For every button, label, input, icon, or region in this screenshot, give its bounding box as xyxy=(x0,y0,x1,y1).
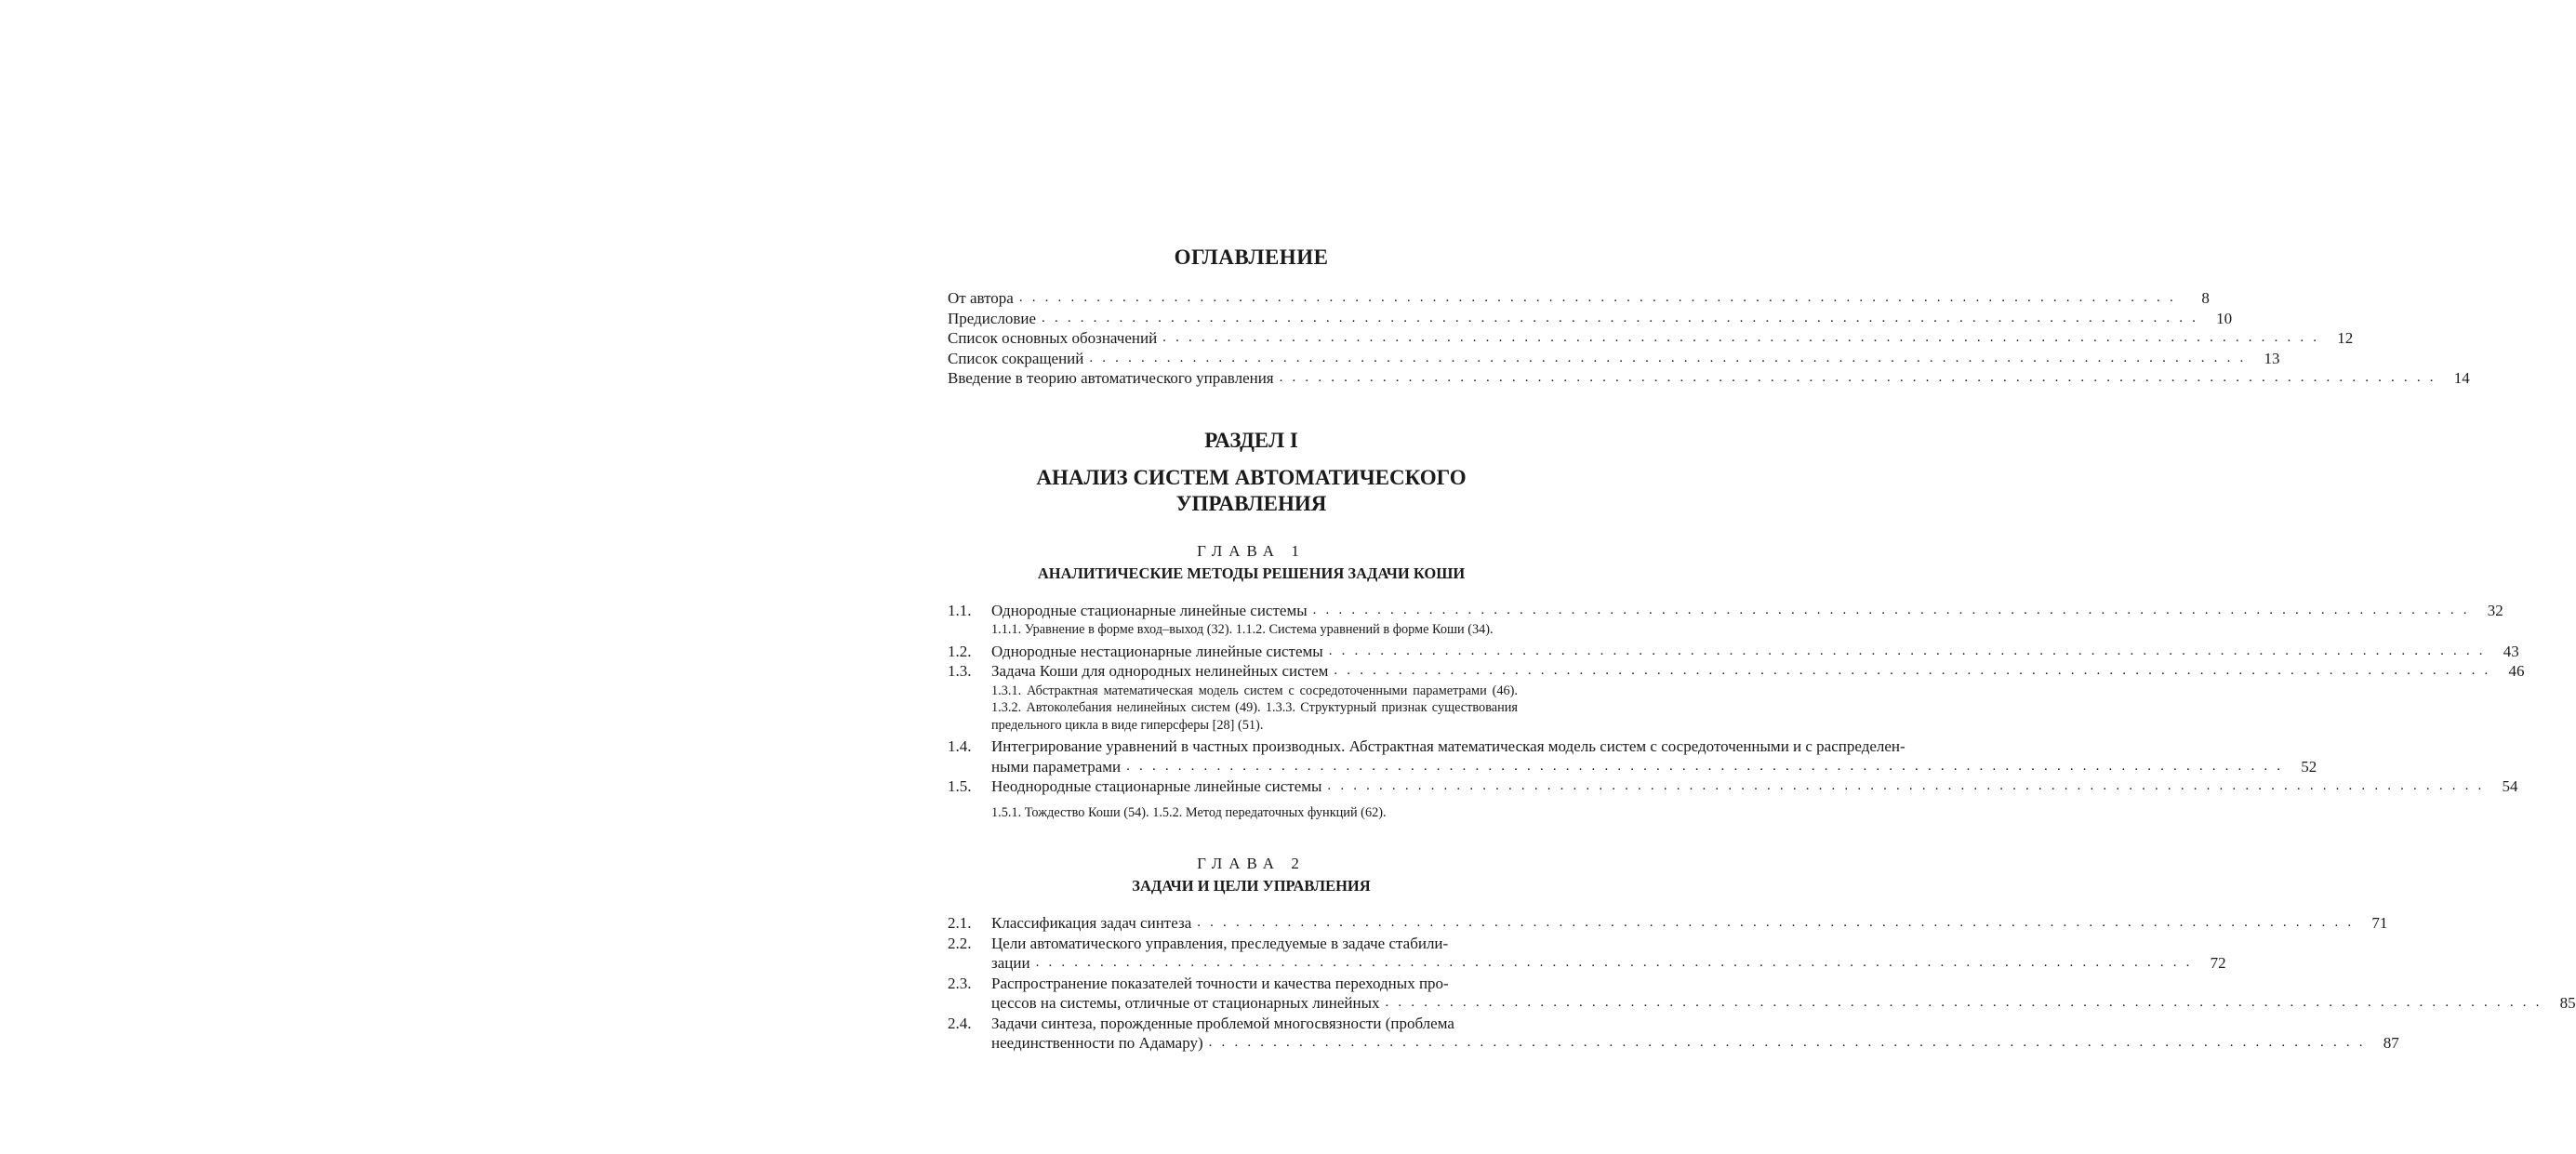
toc-entry[interactable] xyxy=(948,1014,2399,1054)
entry-text: Классификация задач синтеза xyxy=(991,914,1192,932)
section-label: РАЗДЕЛ I xyxy=(1204,428,1298,452)
entry-text-continued: зации xyxy=(991,954,1030,972)
toc-entry[interactable] xyxy=(948,288,2210,309)
toc-title: ОГЛАВЛЕНИЕ xyxy=(1174,245,1329,269)
toc-entry[interactable] xyxy=(948,736,2317,776)
dot-leader xyxy=(1042,309,2198,329)
entry-number: 1.4. xyxy=(948,737,972,755)
dot-leader xyxy=(1334,661,2490,682)
dot-leader xyxy=(1036,953,2193,974)
entry-page: 43 xyxy=(2503,642,2519,660)
dot-leader xyxy=(1327,776,2484,797)
entry-text: Предисловие xyxy=(948,309,1037,327)
chapter-title: АНАЛИТИЧЕСКИЕ МЕТОДЫ РЕШЕНИЯ ЗАДАЧИ КОШИ xyxy=(1037,564,1466,582)
dot-leader xyxy=(1386,993,2543,1014)
entry-text: Список сокращений xyxy=(948,349,1084,367)
subsection-list: 1.3.1. Абстрактная математическая модель систем с сосредоточенными параметрами (46). 1.3.2. Автоколебания нелинейных систем (49). 1.3.3. Структурный признак существования предельного цикла в виде гиперсферы [28] (51). xyxy=(991,683,1518,733)
section-title: АНАЛИЗ СИСТЕМ АВТОМАТИЧЕСКОГО УПРАВЛЕНИЯ xyxy=(1036,465,1467,515)
left-blank-page xyxy=(0,0,816,1154)
entry-number: 2.1. xyxy=(948,914,972,932)
toc-entry[interactable] xyxy=(948,776,2518,797)
entry-text: Задача Коши для однородных нелинейных систем xyxy=(991,662,1329,680)
table-of-contents xyxy=(948,244,2576,1054)
entry-number: 1.3. xyxy=(948,662,972,680)
entry-page: 71 xyxy=(2371,914,2388,932)
entry-number: 1.1. xyxy=(948,601,972,619)
entry-text: Введение в теорию автоматического управления xyxy=(948,369,1274,387)
entry-text: Распространение показателей точности и качества переходных про- xyxy=(991,974,1449,992)
entry-page: 8 xyxy=(2201,289,2210,307)
entry-page: 12 xyxy=(2337,329,2354,347)
entry-page: 46 xyxy=(2508,662,2525,680)
dot-leader xyxy=(1209,1033,2366,1054)
toc-entry[interactable] xyxy=(948,913,2388,934)
dot-leader xyxy=(1019,288,2176,309)
entry-text: От автора xyxy=(948,289,1014,307)
toc-entry[interactable] xyxy=(948,309,2233,329)
entry-text-continued: ными параметрами xyxy=(991,757,1122,776)
entry-text: Неоднородные стационарные линейные системы xyxy=(991,777,1322,795)
chapter-label: ГЛАВА 2 xyxy=(1197,855,1306,872)
entry-text: Цели автоматического управления, преследуемые в задаче стабили- xyxy=(991,934,1449,952)
entry-page: 52 xyxy=(2301,757,2317,776)
dot-leader xyxy=(1089,349,2246,369)
toc-entry[interactable] xyxy=(948,368,2470,389)
dot-leader xyxy=(1280,368,2437,389)
dot-leader xyxy=(1313,601,2470,621)
entry-number: 2.3. xyxy=(948,974,972,992)
entry-text-continued: цессов на системы, отличные от стационарных линейных xyxy=(991,994,1380,1012)
entry-page: 87 xyxy=(2383,1034,2399,1052)
entry-page: 10 xyxy=(2216,309,2233,327)
entry-page: 72 xyxy=(2210,954,2226,972)
toc-entry[interactable] xyxy=(948,934,2226,974)
dot-leader xyxy=(1126,757,2283,777)
entry-page: 14 xyxy=(2453,369,2470,387)
entry-text: Однородные стационарные линейные системы xyxy=(991,601,1308,619)
entry-text-continued: неединственности по Адамару) xyxy=(991,1034,1203,1052)
entry-page: 54 xyxy=(2502,777,2518,795)
dot-leader xyxy=(1162,328,2319,349)
front-matter-list xyxy=(948,288,2470,389)
toc-entry[interactable] xyxy=(948,328,2354,349)
chapter-label: ГЛАВА 1 xyxy=(1197,541,1306,560)
entry-page: 32 xyxy=(2487,601,2503,619)
toc-entry[interactable] xyxy=(948,349,2280,369)
right-page xyxy=(816,0,2576,1154)
entry-text: Интегрирование уравнений в частных производных. Абстрактная математическая модель систем с сосредоточенными и с распределен- xyxy=(991,737,1905,755)
entry-number: 2.2. xyxy=(948,934,972,952)
entry-text: Однородные нестационарные линейные системы xyxy=(991,642,1323,660)
entry-number: 1.2. xyxy=(948,642,972,660)
entry-text: Задачи синтеза, порожденные проблемой многосвязности (проблема xyxy=(991,1014,1454,1032)
toc-entry[interactable] xyxy=(948,974,2576,1014)
subsection-list: 1.1.1. Уравнение в форме вход–выход (32). 1.1.2. Система уравнений в форме Коши (34). xyxy=(991,622,1494,637)
toc-entry[interactable] xyxy=(948,642,2519,662)
dot-leader xyxy=(1329,642,2486,662)
subsection-list: 1.5.1. Тождество Коши (54). 1.5.2. Метод передаточных функций (62). xyxy=(991,804,1387,820)
entry-number: 1.5. xyxy=(948,777,972,795)
entry-page: 13 xyxy=(2264,349,2280,367)
toc-entry[interactable] xyxy=(948,661,2525,682)
dot-leader xyxy=(1197,913,2354,934)
entry-page: 85 xyxy=(2559,994,2576,1012)
entry-text: Список основных обозначений xyxy=(948,329,1158,347)
toc-entry[interactable] xyxy=(948,601,2503,621)
chapter-title: ЗАДАЧИ И ЦЕЛИ УПРАВЛЕНИЯ xyxy=(1132,877,1371,895)
entry-number: 2.4. xyxy=(948,1014,972,1032)
